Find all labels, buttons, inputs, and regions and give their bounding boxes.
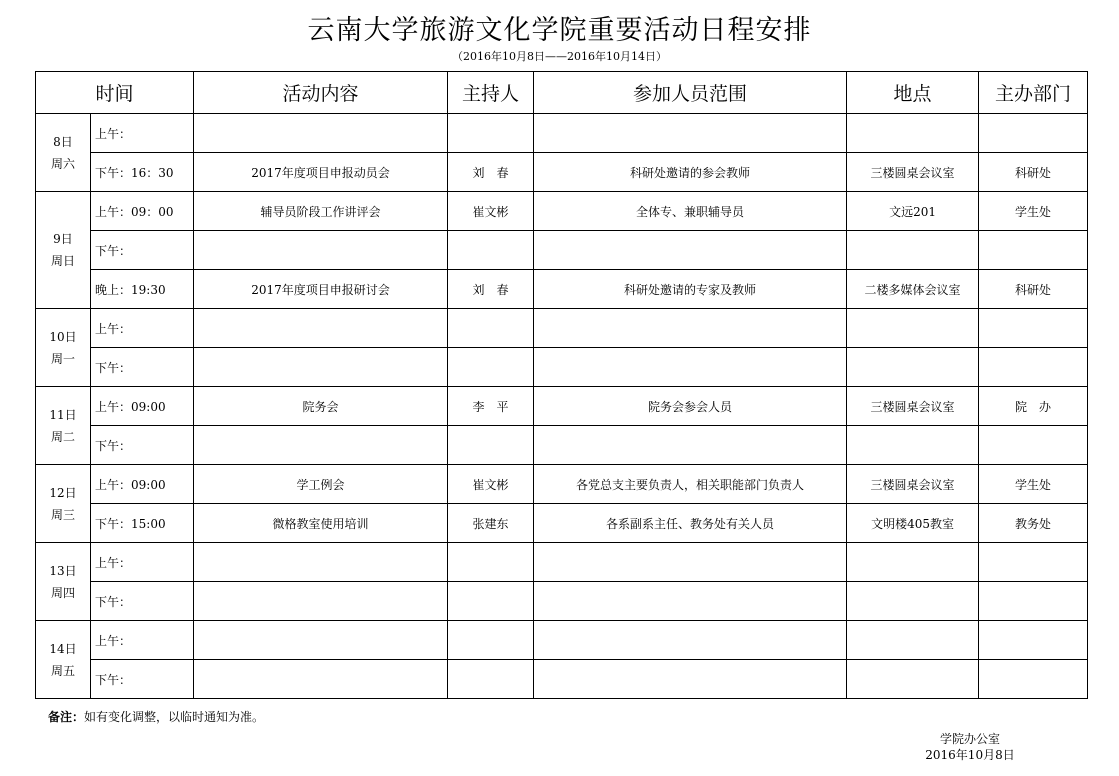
activity-cell xyxy=(194,582,448,621)
document-title: 云南大学旅游文化学院重要活动日程安排 xyxy=(307,15,812,46)
host-cell xyxy=(448,543,534,582)
signature-block xyxy=(900,731,1040,763)
header-time: 时间 xyxy=(36,72,194,114)
location-cell xyxy=(847,114,979,153)
activity-cell xyxy=(194,621,448,660)
time-cell: 下午： xyxy=(91,426,194,465)
day-date: 14日 xyxy=(49,641,77,656)
participants-cell xyxy=(534,543,847,582)
department-cell: 科研处 xyxy=(979,153,1088,192)
table-row xyxy=(36,543,1088,582)
host-cell xyxy=(448,231,534,270)
day-date: 13日 xyxy=(49,563,77,578)
host-cell xyxy=(448,309,534,348)
activity-cell xyxy=(194,309,448,348)
table-row xyxy=(36,309,1088,348)
remark xyxy=(48,708,264,725)
department-cell: 院 办 xyxy=(979,387,1088,426)
activity-cell xyxy=(194,231,448,270)
table-row xyxy=(36,192,1088,231)
participants-cell xyxy=(534,660,847,699)
host-cell xyxy=(448,660,534,699)
location-cell: 三楼圆桌会议室 xyxy=(847,387,979,426)
department-cell xyxy=(979,582,1088,621)
participants-cell xyxy=(534,348,847,387)
signature-office: 学院办公室 xyxy=(939,732,1000,746)
day-cell xyxy=(36,192,91,309)
host-cell: 李 平 xyxy=(448,387,534,426)
host-cell xyxy=(448,426,534,465)
activity-cell: 2017年度项目申报研讨会 xyxy=(194,270,448,309)
time-cell: 上午：09:00 xyxy=(91,387,194,426)
table-row xyxy=(36,426,1088,465)
participants-cell xyxy=(534,231,847,270)
day-date: 12日 xyxy=(49,485,77,500)
time-cell: 下午：15:00 xyxy=(91,504,194,543)
table-row xyxy=(36,231,1088,270)
host-cell xyxy=(448,114,534,153)
remark-text: 如有变化调整，以临时通知为准。 xyxy=(84,710,265,724)
day-cell xyxy=(36,543,91,621)
department-cell xyxy=(979,348,1088,387)
activity-cell: 2017年度项目申报动员会 xyxy=(194,153,448,192)
location-cell: 三楼圆桌会议室 xyxy=(847,465,979,504)
day-cell xyxy=(36,465,91,543)
location-cell: 文明楼405教室 xyxy=(847,504,979,543)
time-cell: 上午： xyxy=(91,621,194,660)
activity-cell: 微格教室使用培训 xyxy=(194,504,448,543)
department-cell: 学生处 xyxy=(979,192,1088,231)
location-cell xyxy=(847,582,979,621)
participants-cell: 科研处邀请的参会教师 xyxy=(534,153,847,192)
table-row xyxy=(36,621,1088,660)
participants-cell xyxy=(534,426,847,465)
location-cell xyxy=(847,621,979,660)
location-cell xyxy=(847,348,979,387)
location-cell xyxy=(847,309,979,348)
department-cell xyxy=(979,114,1088,153)
header-activity: 活动内容 xyxy=(194,72,448,114)
participants-cell: 各系副系主任、教务处有关人员 xyxy=(534,504,847,543)
day-cell xyxy=(36,114,91,192)
header-department: 主办部门 xyxy=(979,72,1088,114)
location-cell xyxy=(847,231,979,270)
time-cell: 下午：16：30 xyxy=(91,153,194,192)
day-weekday: 周四 xyxy=(50,585,75,600)
department-cell: 学生处 xyxy=(979,465,1088,504)
time-cell: 上午： xyxy=(91,543,194,582)
host-cell: 张建东 xyxy=(448,504,534,543)
department-cell xyxy=(979,309,1088,348)
participants-cell: 各党总支主要负责人，相关职能部门负责人 xyxy=(534,465,847,504)
host-cell: 崔文彬 xyxy=(448,465,534,504)
table-row xyxy=(36,114,1088,153)
day-date: 11日 xyxy=(49,407,77,422)
day-weekday: 周一 xyxy=(50,351,75,366)
day-weekday: 周日 xyxy=(50,254,75,268)
activity-cell: 院务会 xyxy=(194,387,448,426)
header-location: 地点 xyxy=(847,72,979,114)
signature-date: 2016年10月8日 xyxy=(925,748,1015,762)
location-cell xyxy=(847,660,979,699)
host-cell xyxy=(448,582,534,621)
day-date: 9日 xyxy=(53,232,73,246)
participants-cell: 院务会参会人员 xyxy=(534,387,847,426)
department-cell: 教务处 xyxy=(979,504,1088,543)
activity-cell xyxy=(194,114,448,153)
day-date: 8日 xyxy=(53,134,73,149)
time-cell: 上午：09：00 xyxy=(91,192,194,231)
time-cell: 下午： xyxy=(91,231,194,270)
table-row xyxy=(36,504,1088,543)
header-participants: 参加人员范围 xyxy=(534,72,847,114)
department-cell: 科研处 xyxy=(979,270,1088,309)
time-cell: 上午： xyxy=(91,114,194,153)
host-cell xyxy=(448,621,534,660)
department-cell xyxy=(979,543,1088,582)
activity-cell xyxy=(194,426,448,465)
day-cell xyxy=(36,387,91,465)
participants-cell xyxy=(534,582,847,621)
day-weekday: 周五 xyxy=(50,663,75,678)
table-row xyxy=(36,270,1088,309)
header-host: 主持人 xyxy=(448,72,534,114)
schedule-table xyxy=(35,71,1088,699)
activity-cell xyxy=(194,660,448,699)
table-row xyxy=(36,660,1088,699)
remark-label: 备注： xyxy=(48,710,85,724)
day-date: 10日 xyxy=(49,329,77,344)
host-cell: 刘 春 xyxy=(448,153,534,192)
host-cell xyxy=(448,348,534,387)
participants-cell xyxy=(534,621,847,660)
participants-cell: 科研处邀请的专家及教师 xyxy=(534,270,847,309)
table-row xyxy=(36,465,1088,504)
department-cell xyxy=(979,621,1088,660)
participants-cell: 全体专、兼职辅导员 xyxy=(534,192,847,231)
table-row xyxy=(36,153,1088,192)
time-cell: 下午： xyxy=(91,348,194,387)
location-cell: 三楼圆桌会议室 xyxy=(847,153,979,192)
day-cell xyxy=(36,309,91,387)
department-cell xyxy=(979,426,1088,465)
activity-cell xyxy=(194,348,448,387)
participants-cell xyxy=(534,309,847,348)
location-cell xyxy=(847,543,979,582)
activity-cell: 学工例会 xyxy=(194,465,448,504)
header-row xyxy=(36,72,1088,114)
time-cell: 下午： xyxy=(91,582,194,621)
time-cell: 晚上：19:30 xyxy=(91,270,194,309)
schedule-body xyxy=(36,114,1088,699)
location-cell xyxy=(847,426,979,465)
time-cell: 上午：09:00 xyxy=(91,465,194,504)
table-row xyxy=(36,348,1088,387)
location-cell: 二楼多媒体会议室 xyxy=(847,270,979,309)
day-weekday: 周六 xyxy=(50,156,75,171)
activity-cell: 辅导员阶段工作讲评会 xyxy=(194,192,448,231)
day-cell xyxy=(36,621,91,699)
time-cell: 下午： xyxy=(91,660,194,699)
host-cell: 刘 春 xyxy=(448,270,534,309)
activity-cell xyxy=(194,543,448,582)
day-weekday: 周二 xyxy=(50,429,75,444)
participants-cell xyxy=(534,114,847,153)
day-weekday: 周三 xyxy=(50,507,75,522)
date-range-subtitle: （2016年10月8日——2016年10月14日） xyxy=(452,50,667,63)
department-cell xyxy=(979,660,1088,699)
time-cell: 上午： xyxy=(91,309,194,348)
table-row xyxy=(36,582,1088,621)
host-cell: 崔文彬 xyxy=(448,192,534,231)
table-row xyxy=(36,387,1088,426)
location-cell: 文远201 xyxy=(847,192,979,231)
department-cell xyxy=(979,231,1088,270)
